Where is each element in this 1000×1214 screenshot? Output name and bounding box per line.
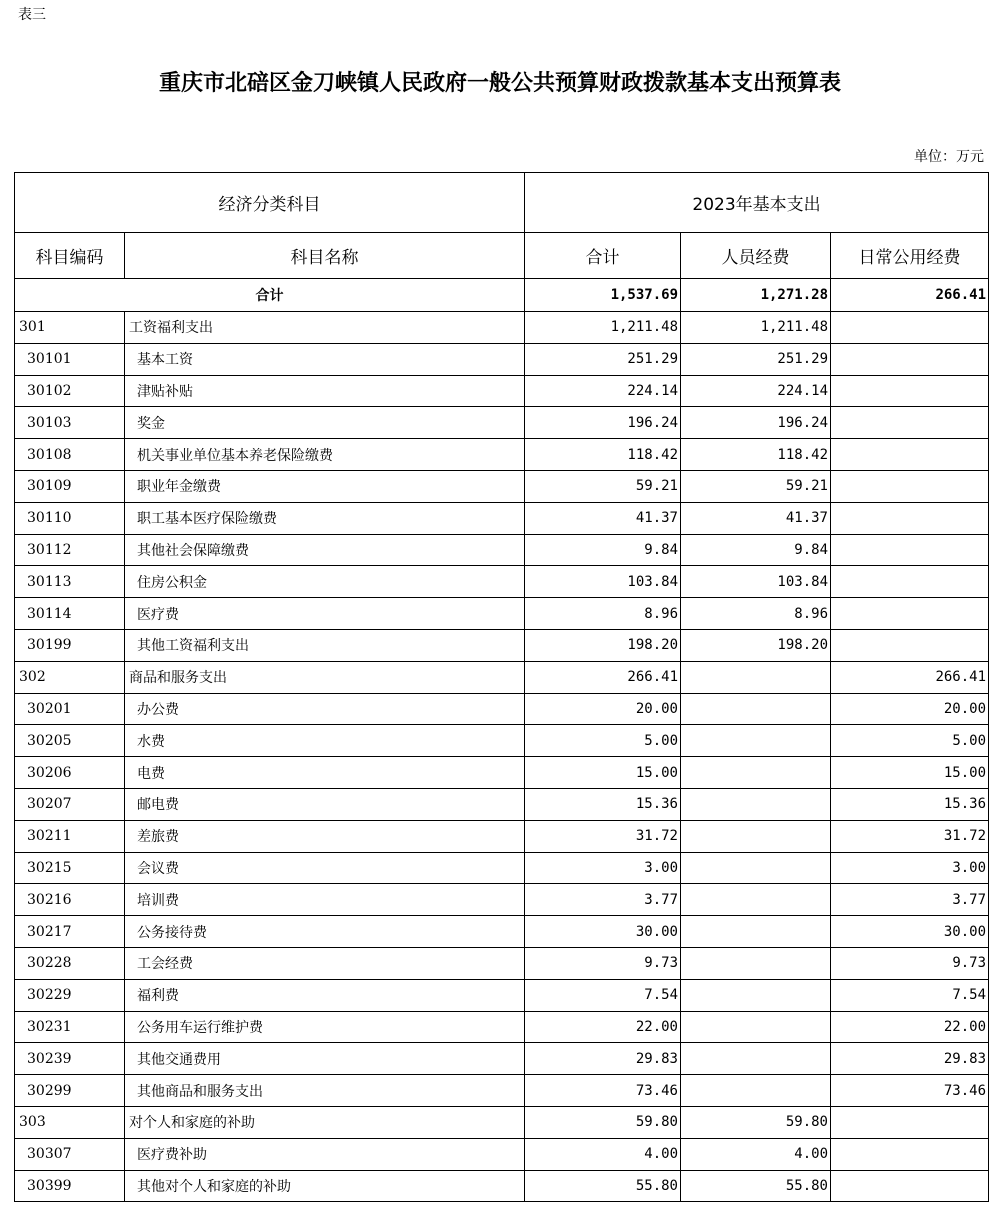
row-code: 30239	[15, 1043, 125, 1075]
row-personnel	[681, 757, 831, 789]
row-public	[831, 470, 989, 502]
row-code: 30216	[15, 884, 125, 916]
row-code: 30205	[15, 725, 125, 757]
row-personnel	[681, 1043, 831, 1075]
row-public: 73.46	[831, 1075, 989, 1107]
row-public: 29.83	[831, 1043, 989, 1075]
row-code: 30102	[15, 375, 125, 407]
row-personnel	[681, 884, 831, 916]
table-row	[15, 757, 989, 789]
table-number-label: 表三	[18, 7, 46, 23]
table-row	[15, 1011, 989, 1043]
row-public: 30.00	[831, 916, 989, 948]
row-total: 266.41	[525, 661, 681, 693]
row-total: 29.83	[525, 1043, 681, 1075]
row-code: 30109	[15, 470, 125, 502]
row-name: 工会经费	[125, 947, 525, 979]
row-personnel: 198.20	[681, 629, 831, 661]
row-code: 30206	[15, 757, 125, 789]
row-total: 103.84	[525, 566, 681, 598]
row-code: 30101	[15, 343, 125, 375]
row-total: 9.73	[525, 947, 681, 979]
row-personnel: 9.84	[681, 534, 831, 566]
row-total: 73.46	[525, 1075, 681, 1107]
table-row	[15, 1138, 989, 1170]
row-public	[831, 343, 989, 375]
row-code: 30299	[15, 1075, 125, 1107]
row-total: 3.77	[525, 884, 681, 916]
row-name: 公务用车运行维护费	[125, 1011, 525, 1043]
row-code: 30229	[15, 979, 125, 1011]
row-personnel: 224.14	[681, 375, 831, 407]
table-row	[15, 1075, 989, 1107]
row-public	[831, 502, 989, 534]
row-name: 津贴补贴	[125, 375, 525, 407]
table-row	[15, 947, 989, 979]
row-code: 302	[15, 661, 125, 693]
row-personnel: 59.80	[681, 1106, 831, 1138]
row-personnel: 118.42	[681, 439, 831, 471]
header-economic-classification: 经济分类科目	[15, 173, 525, 233]
row-total: 20.00	[525, 693, 681, 725]
row-code: 30307	[15, 1138, 125, 1170]
row-public	[831, 312, 989, 344]
header-public: 日常公用经费	[831, 233, 989, 279]
row-public: 3.00	[831, 852, 989, 884]
table-row	[15, 470, 989, 502]
row-name: 福利费	[125, 979, 525, 1011]
row-name: 职工基本医疗保险缴费	[125, 502, 525, 534]
row-name: 工资福利支出	[125, 312, 525, 344]
row-personnel: 8.96	[681, 598, 831, 630]
table-row	[15, 534, 989, 566]
row-code: 30231	[15, 1011, 125, 1043]
row-personnel: 251.29	[681, 343, 831, 375]
row-name: 基本工资	[125, 343, 525, 375]
header-row-columns	[15, 233, 989, 279]
table-row	[15, 1106, 989, 1138]
row-name: 医疗费	[125, 598, 525, 630]
row-public	[831, 629, 989, 661]
row-personnel	[681, 1075, 831, 1107]
row-personnel	[681, 947, 831, 979]
row-name: 职业年金缴费	[125, 470, 525, 502]
row-public	[831, 439, 989, 471]
row-name: 其他交通费用	[125, 1043, 525, 1075]
row-personnel	[681, 788, 831, 820]
row-name: 其他商品和服务支出	[125, 1075, 525, 1107]
row-name: 会议费	[125, 852, 525, 884]
row-name: 商品和服务支出	[125, 661, 525, 693]
row-public	[831, 407, 989, 439]
row-public	[831, 1106, 989, 1138]
row-total: 198.20	[525, 629, 681, 661]
table-row	[15, 312, 989, 344]
row-personnel	[681, 820, 831, 852]
row-total: 196.24	[525, 407, 681, 439]
row-personnel	[681, 979, 831, 1011]
table-row	[15, 1170, 989, 1202]
row-code: 301	[15, 312, 125, 344]
row-name: 差旅费	[125, 820, 525, 852]
row-name: 邮电费	[125, 788, 525, 820]
table-row	[15, 852, 989, 884]
row-total: 5.00	[525, 725, 681, 757]
row-personnel: 1,211.48	[681, 312, 831, 344]
row-total: 7.54	[525, 979, 681, 1011]
row-total: 9.84	[525, 534, 681, 566]
total-public: 266.41	[831, 279, 989, 312]
row-code: 30114	[15, 598, 125, 630]
row-public	[831, 534, 989, 566]
row-public: 15.00	[831, 757, 989, 789]
row-public	[831, 566, 989, 598]
budget-table	[14, 172, 989, 1202]
row-name: 电费	[125, 757, 525, 789]
row-public: 9.73	[831, 947, 989, 979]
row-public: 7.54	[831, 979, 989, 1011]
table-row	[15, 1043, 989, 1075]
row-code: 30399	[15, 1170, 125, 1202]
row-total: 22.00	[525, 1011, 681, 1043]
row-total: 15.00	[525, 757, 681, 789]
row-personnel	[681, 661, 831, 693]
table-row	[15, 375, 989, 407]
table-row	[15, 979, 989, 1011]
row-name: 机关事业单位基本养老保险缴费	[125, 439, 525, 471]
row-total: 118.42	[525, 439, 681, 471]
row-name: 医疗费补助	[125, 1138, 525, 1170]
total-row	[15, 279, 989, 312]
row-name: 奖金	[125, 407, 525, 439]
row-total: 15.36	[525, 788, 681, 820]
row-code: 30103	[15, 407, 125, 439]
header-basic-expenditure-2023: 2023年基本支出	[525, 173, 989, 233]
table-row	[15, 566, 989, 598]
row-public: 266.41	[831, 661, 989, 693]
row-code: 30201	[15, 693, 125, 725]
table-row	[15, 629, 989, 661]
row-code: 30228	[15, 947, 125, 979]
table-row	[15, 916, 989, 948]
row-code: 30207	[15, 788, 125, 820]
row-personnel: 4.00	[681, 1138, 831, 1170]
table-row	[15, 502, 989, 534]
row-public: 20.00	[831, 693, 989, 725]
row-public	[831, 1170, 989, 1202]
row-total: 224.14	[525, 375, 681, 407]
table-row	[15, 788, 989, 820]
row-total: 3.00	[525, 852, 681, 884]
unit-label: 单位：万元	[914, 149, 984, 165]
row-total: 4.00	[525, 1138, 681, 1170]
row-personnel: 196.24	[681, 407, 831, 439]
row-total: 251.29	[525, 343, 681, 375]
row-name: 住房公积金	[125, 566, 525, 598]
row-public: 31.72	[831, 820, 989, 852]
row-public	[831, 1138, 989, 1170]
row-total: 30.00	[525, 916, 681, 948]
row-personnel	[681, 916, 831, 948]
header-row-group	[15, 173, 989, 233]
row-personnel: 55.80	[681, 1170, 831, 1202]
header-name: 科目名称	[125, 233, 525, 279]
row-name: 其他对个人和家庭的补助	[125, 1170, 525, 1202]
row-code: 30215	[15, 852, 125, 884]
row-name: 其他工资福利支出	[125, 629, 525, 661]
row-name: 培训费	[125, 884, 525, 916]
row-total: 55.80	[525, 1170, 681, 1202]
row-code: 30110	[15, 502, 125, 534]
table-row	[15, 343, 989, 375]
row-code: 30199	[15, 629, 125, 661]
row-personnel	[681, 852, 831, 884]
row-name: 其他社会保障缴费	[125, 534, 525, 566]
header-personnel: 人员经费	[681, 233, 831, 279]
row-code: 30211	[15, 820, 125, 852]
row-code: 303	[15, 1106, 125, 1138]
row-public: 15.36	[831, 788, 989, 820]
row-name: 公务接待费	[125, 916, 525, 948]
header-code: 科目编码	[15, 233, 125, 279]
row-code: 30217	[15, 916, 125, 948]
row-personnel: 103.84	[681, 566, 831, 598]
row-name: 水费	[125, 725, 525, 757]
row-total: 8.96	[525, 598, 681, 630]
row-total: 31.72	[525, 820, 681, 852]
row-personnel	[681, 1011, 831, 1043]
row-personnel	[681, 693, 831, 725]
table-row	[15, 407, 989, 439]
table-row	[15, 820, 989, 852]
table-row	[15, 439, 989, 471]
row-public: 22.00	[831, 1011, 989, 1043]
row-total: 59.80	[525, 1106, 681, 1138]
row-personnel: 41.37	[681, 502, 831, 534]
row-total: 59.21	[525, 470, 681, 502]
row-public	[831, 375, 989, 407]
table-row	[15, 725, 989, 757]
total-amount: 1,537.69	[525, 279, 681, 312]
row-name: 对个人和家庭的补助	[125, 1106, 525, 1138]
row-public	[831, 598, 989, 630]
row-code: 30112	[15, 534, 125, 566]
total-label: 合计	[15, 279, 525, 312]
row-code: 30113	[15, 566, 125, 598]
table-row	[15, 598, 989, 630]
row-total: 41.37	[525, 502, 681, 534]
row-code: 30108	[15, 439, 125, 471]
table-row	[15, 884, 989, 916]
row-personnel	[681, 725, 831, 757]
table-row	[15, 693, 989, 725]
table-row	[15, 661, 989, 693]
row-personnel: 59.21	[681, 470, 831, 502]
row-public: 5.00	[831, 725, 989, 757]
header-total: 合计	[525, 233, 681, 279]
total-personnel: 1,271.28	[681, 279, 831, 312]
row-total: 1,211.48	[525, 312, 681, 344]
row-public: 3.77	[831, 884, 989, 916]
page-title: 重庆市北碚区金刀峡镇人民政府一般公共预算财政拨款基本支出预算表	[158, 70, 841, 96]
row-name: 办公费	[125, 693, 525, 725]
